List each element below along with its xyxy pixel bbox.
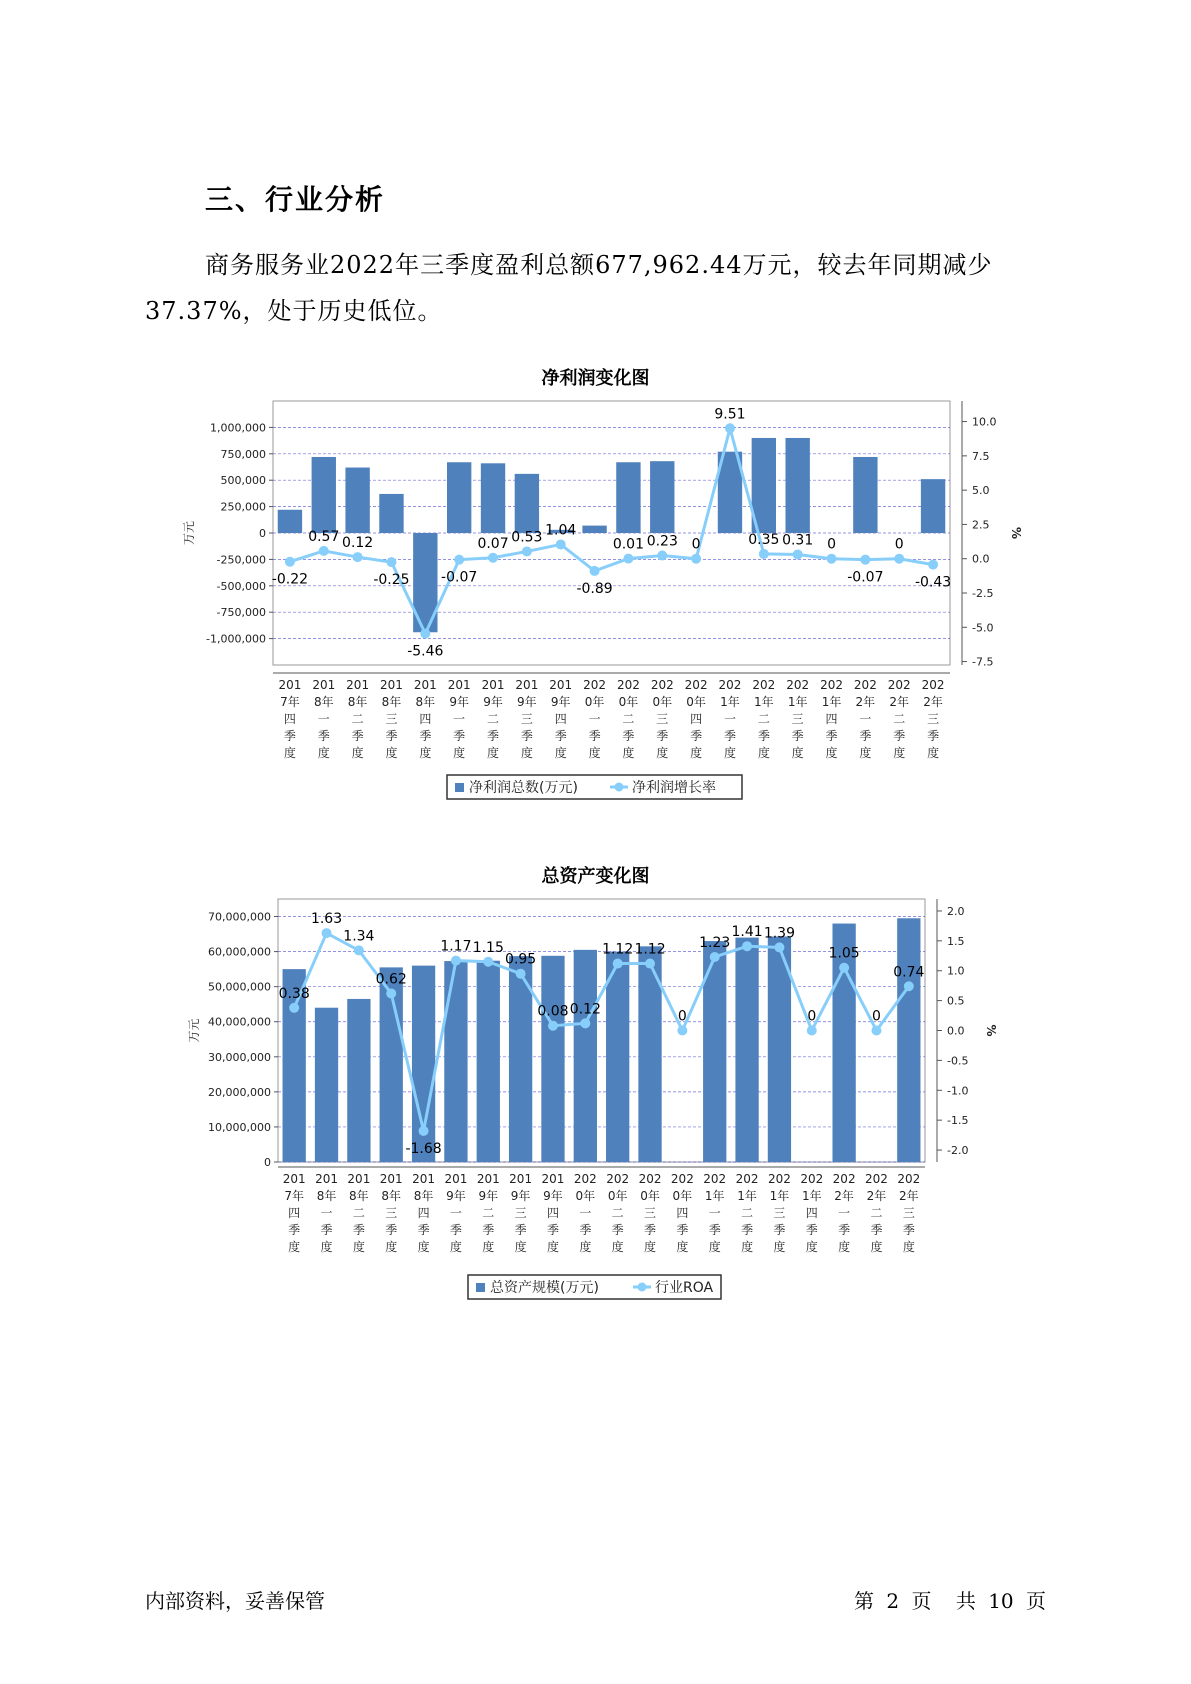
line-point [774, 942, 784, 952]
total-assets-chart [0, 895, 1191, 1315]
x-tick-label: 202 1年二季度 [735, 1172, 759, 1254]
y-tick-label: 500,000 [220, 474, 266, 488]
line-point [285, 557, 295, 567]
legend-bar-swatch [455, 783, 464, 792]
line-point [580, 1018, 590, 1028]
line-point [871, 1026, 881, 1036]
bar [444, 961, 467, 1162]
line-point [483, 957, 493, 967]
data-label: 1.12 [634, 941, 666, 958]
y2-tick-label: 0.0 [947, 1024, 965, 1038]
line-point [677, 1026, 687, 1036]
line-point [725, 423, 735, 433]
data-label: 1.04 [545, 522, 577, 539]
legend-line-label: 行业ROA [655, 1280, 714, 1296]
data-label: 0.95 [505, 951, 537, 968]
y-tick-label: 0 [264, 1156, 271, 1169]
data-label: 0 [872, 1008, 881, 1025]
data-label: 0 [807, 1008, 817, 1025]
x-tick-label: 201 9年一季度 [444, 1172, 468, 1254]
y-tick-label: -750,000 [216, 606, 266, 620]
bar [785, 438, 809, 533]
bar [347, 999, 370, 1162]
line-point [289, 1003, 299, 1013]
data-label: 9.51 [714, 406, 746, 423]
x-tick-label: 201 9年二季度 [476, 1172, 500, 1254]
line-point [386, 988, 396, 998]
line-point [548, 1021, 558, 1031]
y2-axis-title: % [984, 1024, 998, 1037]
line-point [319, 546, 329, 556]
page-number: 2 [886, 1589, 900, 1613]
x-tick-label: 202 2年二季度 [865, 1172, 888, 1254]
y-tick-label: 60,000,000 [208, 945, 271, 959]
line-point [419, 1126, 429, 1136]
y2-tick-label: 2.0 [947, 904, 965, 918]
y-tick-label: 0 [259, 527, 266, 540]
x-tick-label: 202 2年三季度 [897, 1172, 921, 1254]
bar [616, 462, 640, 533]
y2-tick-label: -7.5 [972, 655, 994, 669]
y2-tick-label: -1.5 [947, 1114, 969, 1128]
y2-tick-label: 2.5 [972, 518, 990, 532]
y2-tick-label: 0.0 [972, 552, 990, 566]
x-tick-label: 202 2年三季度 [921, 678, 945, 760]
data-label: 1.05 [828, 945, 860, 962]
data-label: 0.01 [612, 536, 645, 553]
line-point [556, 539, 566, 549]
y-tick-label: 70,000,000 [208, 910, 271, 924]
y2-tick-label: 0.5 [947, 994, 965, 1008]
x-tick-label: 202 1年三季度 [786, 678, 810, 760]
x-tick-label: 202 0年四季度 [684, 678, 708, 760]
section-heading: 三、行业分析 [205, 183, 386, 216]
x-tick-label: 202 2年一季度 [853, 678, 877, 760]
x-tick-label: 202 0年四季度 [670, 1172, 694, 1254]
bar [447, 462, 471, 533]
y-tick-label: -250,000 [216, 553, 266, 567]
y-tick-label: 250,000 [220, 500, 266, 514]
bar [515, 474, 539, 533]
bar [345, 468, 369, 533]
bar [541, 956, 564, 1162]
line-point [860, 555, 870, 565]
line-point [657, 551, 667, 561]
line-point [691, 554, 701, 564]
data-label: -1.68 [405, 1140, 442, 1157]
legend-line-marker [615, 783, 624, 792]
bar [650, 461, 674, 533]
page-mid: 页 [911, 1589, 932, 1613]
bar [574, 950, 597, 1162]
x-tick-label: 202 0年二季度 [606, 1172, 630, 1254]
data-label: 0.07 [477, 535, 509, 552]
data-label: -0.89 [576, 580, 613, 597]
line-point [522, 546, 532, 556]
y2-tick-label: 7.5 [972, 449, 990, 463]
x-tick-label: 202 0年一季度 [573, 1172, 597, 1254]
x-tick-label: 201 8年二季度 [347, 1172, 371, 1254]
data-label: 0.08 [537, 1003, 569, 1020]
data-label: -0.07 [441, 569, 478, 586]
bar [897, 918, 920, 1162]
x-tick-label: 202 0年三季度 [638, 1172, 662, 1254]
bar [312, 457, 336, 533]
data-label: 0 [677, 1008, 687, 1025]
data-label: 0.38 [278, 985, 310, 1002]
chart1-title: 净利润变化图 [541, 368, 650, 389]
line-point [904, 981, 914, 991]
data-label: 1.12 [602, 941, 634, 958]
x-tick-label: 201 9年二季度 [481, 678, 505, 760]
line-point [420, 629, 430, 639]
x-tick-label: 201 9年三季度 [509, 1172, 533, 1254]
data-label: 1.17 [440, 938, 472, 955]
x-tick-label: 201 9年四季度 [541, 1172, 565, 1254]
legend-line-marker [638, 1283, 647, 1292]
x-tick-label: 202 0年一季度 [583, 678, 607, 760]
y-axis-title: 万元 [187, 1018, 201, 1043]
line-point [793, 549, 803, 559]
y-tick-label: 20,000,000 [208, 1085, 271, 1099]
bar [921, 479, 945, 533]
y2-tick-label: 1.5 [947, 934, 965, 948]
y-tick-label: 10,000,000 [208, 1120, 271, 1134]
data-label: 1.39 [763, 925, 796, 942]
line-point [322, 928, 332, 938]
x-tick-label: 201 8年三季度 [380, 678, 403, 760]
data-label: 1.23 [699, 934, 731, 951]
bar [278, 510, 302, 533]
data-label: -0.43 [914, 574, 952, 591]
y-tick-label: 50,000,000 [208, 980, 271, 994]
x-tick-label: 201 9年一季度 [447, 678, 471, 760]
bar [481, 463, 505, 533]
line-point [928, 560, 938, 570]
y-axis-title: 万元 [182, 520, 196, 546]
data-label: 1.34 [343, 928, 375, 945]
x-tick-label: 202 1年三季度 [767, 1172, 791, 1254]
legend-bar-swatch [476, 1283, 485, 1292]
data-label: 0.35 [748, 531, 780, 548]
bar [853, 457, 877, 533]
x-tick-label: 201 8年四季度 [413, 678, 437, 760]
footer-page-info [848, 1585, 1046, 1614]
x-tick-label: 202 2年二季度 [887, 678, 911, 760]
line-point [354, 945, 364, 955]
bar [606, 952, 629, 1162]
data-label: -0.07 [847, 569, 884, 586]
line-point [590, 566, 600, 576]
y2-tick-label: -0.5 [947, 1054, 969, 1068]
line-point [516, 969, 526, 979]
y-tick-label: 750,000 [220, 447, 266, 461]
line-point [759, 549, 769, 559]
data-label: 1.63 [310, 911, 343, 928]
y-tick-label: -500,000 [216, 579, 266, 593]
line-point [827, 554, 837, 564]
chart2-title: 总资产变化图 [541, 866, 650, 887]
x-tick-label: 201 8年一季度 [315, 1172, 338, 1254]
legend-bar-label: 总资产规模(万元) [490, 1280, 599, 1296]
x-tick-label: 201 9年四季度 [549, 678, 573, 760]
x-tick-label: 202 1年二季度 [752, 678, 776, 760]
y-tick-label: 1,000,000 [210, 421, 266, 435]
line-point [742, 941, 752, 951]
x-tick-label: 201 7年四季度 [282, 1172, 306, 1254]
data-label: 0.53 [511, 529, 543, 546]
x-tick-label: 201 8年三季度 [379, 1172, 403, 1254]
y-tick-label: 30,000,000 [208, 1050, 271, 1064]
x-tick-label: 201 8年二季度 [346, 678, 370, 760]
data-label: 0.74 [893, 964, 925, 981]
line-point [710, 952, 720, 962]
data-label: 0.31 [782, 532, 814, 549]
y2-tick-label: -5.0 [972, 621, 994, 635]
x-tick-label: 201 8年一季度 [312, 678, 336, 760]
x-tick-label: 202 0年三季度 [650, 678, 674, 760]
line-point [451, 956, 461, 966]
total-pages: 10 [988, 1589, 1014, 1613]
y2-tick-label: 10.0 [972, 415, 997, 429]
y-tick-label: -1,000,000 [206, 632, 266, 646]
y-tick-label: 40,000,000 [208, 1015, 271, 1029]
line-point [807, 1026, 817, 1036]
data-label: 0.12 [342, 535, 374, 552]
data-label: -0.25 [373, 572, 410, 589]
bar [379, 494, 403, 533]
line-point [839, 963, 849, 973]
line-point [488, 553, 498, 563]
line-point [353, 552, 363, 562]
bar [735, 938, 758, 1162]
y2-tick-label: -1.0 [947, 1084, 969, 1098]
bar [477, 961, 500, 1162]
bar [315, 1008, 338, 1162]
data-label: 0 [894, 536, 904, 553]
legend-line-label: 净利润增长率 [632, 780, 716, 796]
line-point [623, 554, 633, 564]
line-point [386, 557, 396, 567]
x-tick-label: 202 1年四季度 [820, 678, 843, 760]
page-prefix: 第 [854, 1589, 875, 1613]
x-tick-label: 201 9年三季度 [515, 678, 539, 760]
legend-bar-label: 净利润总数(万元) [469, 780, 578, 796]
data-label: 0.62 [375, 971, 407, 988]
y2-tick-label: -2.5 [972, 587, 994, 600]
x-tick-label: 202 2年一季度 [832, 1172, 856, 1254]
y2-axis-title: % [1009, 526, 1023, 540]
data-label: 0 [827, 536, 836, 553]
x-tick-label: 202 0年二季度 [616, 678, 640, 760]
data-label: -5.46 [407, 643, 444, 660]
line-point [645, 959, 655, 969]
bar [582, 526, 606, 533]
net-profit-chart [0, 395, 1191, 835]
y2-tick-label: -2.0 [947, 1144, 969, 1158]
y2-tick-label: 5.0 [972, 484, 990, 498]
data-label: 0.23 [646, 533, 678, 550]
data-label: 1.41 [731, 924, 763, 941]
data-label: 0 [691, 536, 701, 553]
total-prefix: 共 [955, 1589, 976, 1613]
x-tick-label: 202 1年一季度 [718, 678, 742, 760]
plot-frame [278, 899, 925, 1162]
x-tick-label: 202 1年四季度 [800, 1172, 824, 1254]
x-tick-label: 201 7年四季度 [278, 678, 302, 760]
line-point [454, 555, 464, 565]
total-suffix: 页 [1026, 1589, 1046, 1613]
x-tick-label: 201 8年四季度 [412, 1172, 436, 1254]
summary-paragraph: 商务服务业2022年三季度盈利总额677,962.44万元，较去年同期减少37.37%，处于历史低位。 [145, 251, 993, 325]
line-point [613, 959, 623, 969]
data-label: 0.57 [308, 528, 340, 545]
line-point [894, 554, 904, 564]
data-label: -0.22 [271, 571, 309, 588]
data-label: 0.12 [569, 1001, 601, 1018]
footer-confidential: 内部资料，妥善保管 [145, 1589, 325, 1613]
y2-tick-label: 1.0 [947, 964, 965, 978]
data-label: 1.15 [472, 939, 504, 956]
x-tick-label: 202 1年一季度 [703, 1172, 727, 1254]
